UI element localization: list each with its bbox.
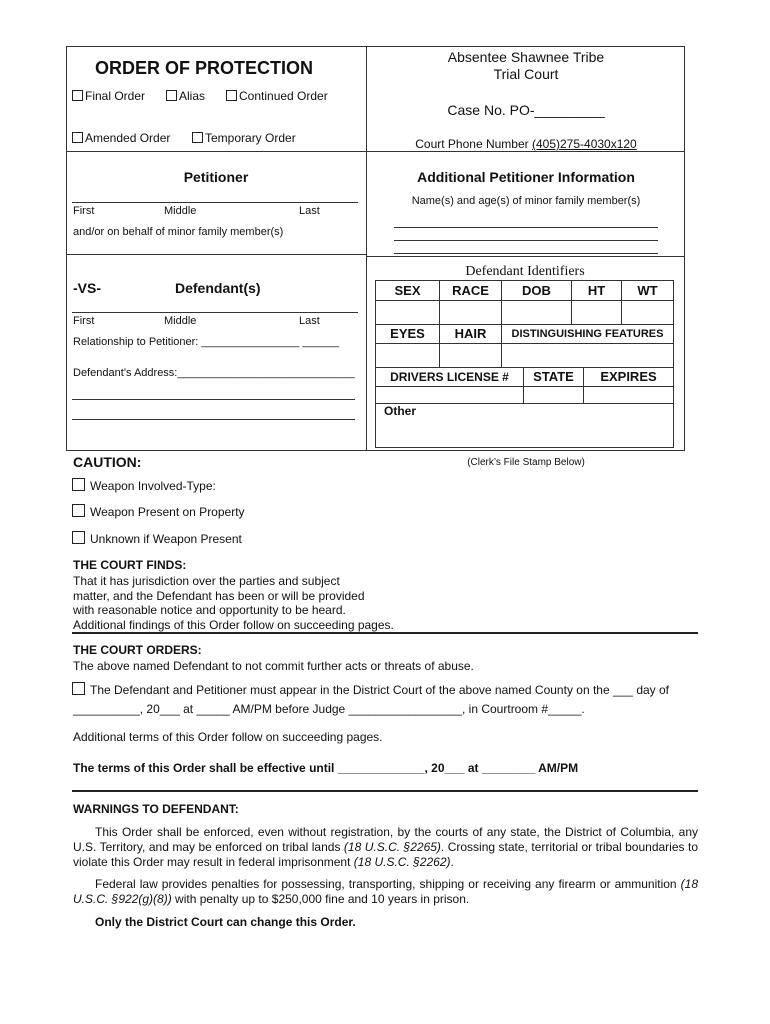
petitioner-behalf-label: and/or on behalf of minor family member(s) bbox=[73, 226, 284, 238]
vs-label: -VS- bbox=[73, 280, 101, 296]
id-state-value[interactable] bbox=[524, 387, 584, 404]
relationship-field[interactable]: Relationship to Petitioner: ________________ ______ bbox=[73, 336, 340, 348]
petitioner-first-label: First bbox=[73, 205, 95, 217]
appearance-details: __________, 20___ at _____ AM/PM before Judge _________________, in Courtroom #_____. bbox=[73, 702, 585, 716]
additional-terms: Additional terms of this Order follow on succeeding pages. bbox=[73, 730, 383, 744]
defendant-address-field[interactable]: Defendant’s Address:_____________________________ bbox=[73, 367, 355, 379]
identifiers-heading: Defendant Identifiers bbox=[465, 264, 585, 279]
warning-paragraph-1: This Order shall be enforced, even without registration, by the courts of any state, the District of Columbia, any U.S. Territory, and may be enforced on tribal lands (18 U.S.C. §2265). Crossing state, territorial or tribal boundaries to violate this Order may result in federal imprisonment (18 U.S.C. §2262). bbox=[73, 825, 698, 869]
final-warning: Only the District Court can change this Order. bbox=[95, 915, 356, 929]
phone-number: (405)275-4030x120 bbox=[531, 137, 637, 151]
id-license-header: DRIVERS LICENSE # bbox=[376, 368, 524, 387]
minor-name-line-2[interactable] bbox=[394, 240, 658, 241]
checkbox-icon bbox=[72, 132, 83, 143]
checkbox-weapon-unknown[interactable]: Unknown if Weapon Present bbox=[72, 531, 242, 546]
id-state-header: STATE bbox=[524, 368, 584, 387]
id-hair-header: HAIR bbox=[440, 325, 502, 344]
identifiers-table bbox=[375, 280, 674, 448]
checkbox-icon bbox=[72, 90, 83, 101]
court-heading bbox=[367, 49, 685, 83]
section-divider-1 bbox=[72, 632, 698, 634]
id-wt-header: WT bbox=[622, 281, 673, 301]
warning-paragraph-2: Federal law provides penalties for possessing, transporting, shipping or receiving any firearm or ammunition (18 U.S.C. §922(g)(8)) with penalty up to $250,000 fine and 10 years in prison. bbox=[73, 877, 698, 906]
id-ht-header: HT bbox=[572, 281, 622, 301]
checkbox-icon bbox=[72, 478, 85, 491]
address-line-2[interactable] bbox=[72, 399, 355, 400]
defendant-name-line[interactable] bbox=[72, 312, 358, 313]
address-line-3[interactable] bbox=[72, 419, 355, 420]
id-hair-value[interactable] bbox=[440, 344, 502, 368]
page-title: ORDER OF PROTECTION bbox=[95, 58, 314, 78]
checkbox-alias[interactable]: Alias bbox=[166, 89, 205, 103]
checkbox-weapon-involved[interactable]: Weapon Involved-Type: bbox=[72, 478, 216, 493]
checkbox-icon bbox=[166, 90, 177, 101]
id-dob-value[interactable] bbox=[502, 301, 572, 325]
id-license-value[interactable] bbox=[376, 387, 524, 404]
checkbox-continued-order[interactable]: Continued Order bbox=[226, 89, 328, 103]
defendant-last-label: Last bbox=[299, 315, 320, 327]
minor-name-line-1[interactable] bbox=[394, 227, 658, 228]
id-race-value[interactable] bbox=[440, 301, 502, 325]
petitioner-last-label: Last bbox=[299, 205, 320, 217]
defendant-middle-label: Middle bbox=[164, 315, 197, 327]
id-sex-value[interactable] bbox=[376, 301, 440, 325]
checkbox-icon bbox=[72, 504, 85, 517]
checkbox-must-appear[interactable]: The Defendant and Petitioner must appear in the District Court of the above named County on the ___ day of bbox=[72, 682, 698, 697]
court-phone: Court Phone Number (405)275-4030x120 bbox=[415, 137, 637, 151]
effective-until: The terms of this Order shall be effective until _____________, 20___ at ________ AM/PM bbox=[73, 761, 579, 775]
checkbox-amended-order[interactable]: Amended Order bbox=[72, 131, 170, 145]
petitioner-middle-label: Middle bbox=[164, 205, 197, 217]
additional-petitioner-heading: Additional Petitioner Information bbox=[417, 169, 635, 185]
minor-names-label: Name(s) and age(s) of minor family member(s) bbox=[411, 195, 641, 207]
id-eyes-value[interactable] bbox=[376, 344, 440, 368]
id-race-header: RACE bbox=[440, 281, 502, 301]
findings-heading: THE COURT FINDS: bbox=[73, 558, 187, 572]
petitioner-heading: Petitioner bbox=[183, 169, 249, 185]
id-sex-header: SEX bbox=[376, 281, 440, 301]
orders-heading: THE COURT ORDERS: bbox=[73, 643, 202, 657]
petitioner-name-line[interactable] bbox=[72, 202, 358, 203]
caution-heading: CAUTION: bbox=[73, 454, 142, 470]
id-ht-value[interactable] bbox=[572, 301, 622, 325]
defendant-first-label: First bbox=[73, 315, 95, 327]
id-other-label: Other bbox=[384, 404, 417, 418]
section-divider-2 bbox=[72, 790, 698, 792]
id-features-value[interactable] bbox=[502, 344, 673, 368]
additional-divider bbox=[367, 256, 685, 257]
case-number: Case No. PO-_________ bbox=[447, 102, 605, 118]
clerk-stamp-label: (Clerk’s File Stamp Below) bbox=[467, 457, 585, 468]
checkbox-temporary-order[interactable]: Temporary Order bbox=[192, 131, 296, 145]
tribe-name: Absentee Shawnee Tribe bbox=[447, 49, 605, 65]
id-features-header: DISTINGUISHING FEATURES bbox=[502, 325, 673, 344]
court-name: Trial Court bbox=[493, 66, 559, 82]
header-divider bbox=[66, 151, 685, 152]
id-wt-value[interactable] bbox=[622, 301, 673, 325]
id-expires-value[interactable] bbox=[584, 387, 673, 404]
id-expires-header: EXPIRES bbox=[584, 368, 673, 387]
checkbox-final-order[interactable]: Final Order bbox=[72, 89, 145, 103]
defendant-heading: Defendant(s) bbox=[175, 280, 261, 296]
checkbox-icon bbox=[72, 531, 85, 544]
minor-name-line-3[interactable] bbox=[394, 253, 658, 254]
warnings-heading: WARNINGS TO DEFENDANT: bbox=[73, 802, 239, 816]
checkbox-weapon-present[interactable]: Weapon Present on Property bbox=[72, 504, 245, 519]
petitioner-divider bbox=[66, 254, 366, 255]
id-eyes-header: EYES bbox=[376, 325, 440, 344]
checkbox-icon bbox=[192, 132, 203, 143]
id-dob-header: DOB bbox=[502, 281, 572, 301]
orders-line-1: The above named Defendant to not commit further acts or threats of abuse. bbox=[73, 659, 474, 673]
findings-text: That it has jurisdiction over the parties and subject matter, and the Defendant has been or will be provided with reasonable notice and opportunity to be heard. Additional findings of this Order follow on succeeding pages. bbox=[73, 574, 394, 632]
checkbox-icon bbox=[72, 682, 85, 695]
checkbox-icon bbox=[226, 90, 237, 101]
